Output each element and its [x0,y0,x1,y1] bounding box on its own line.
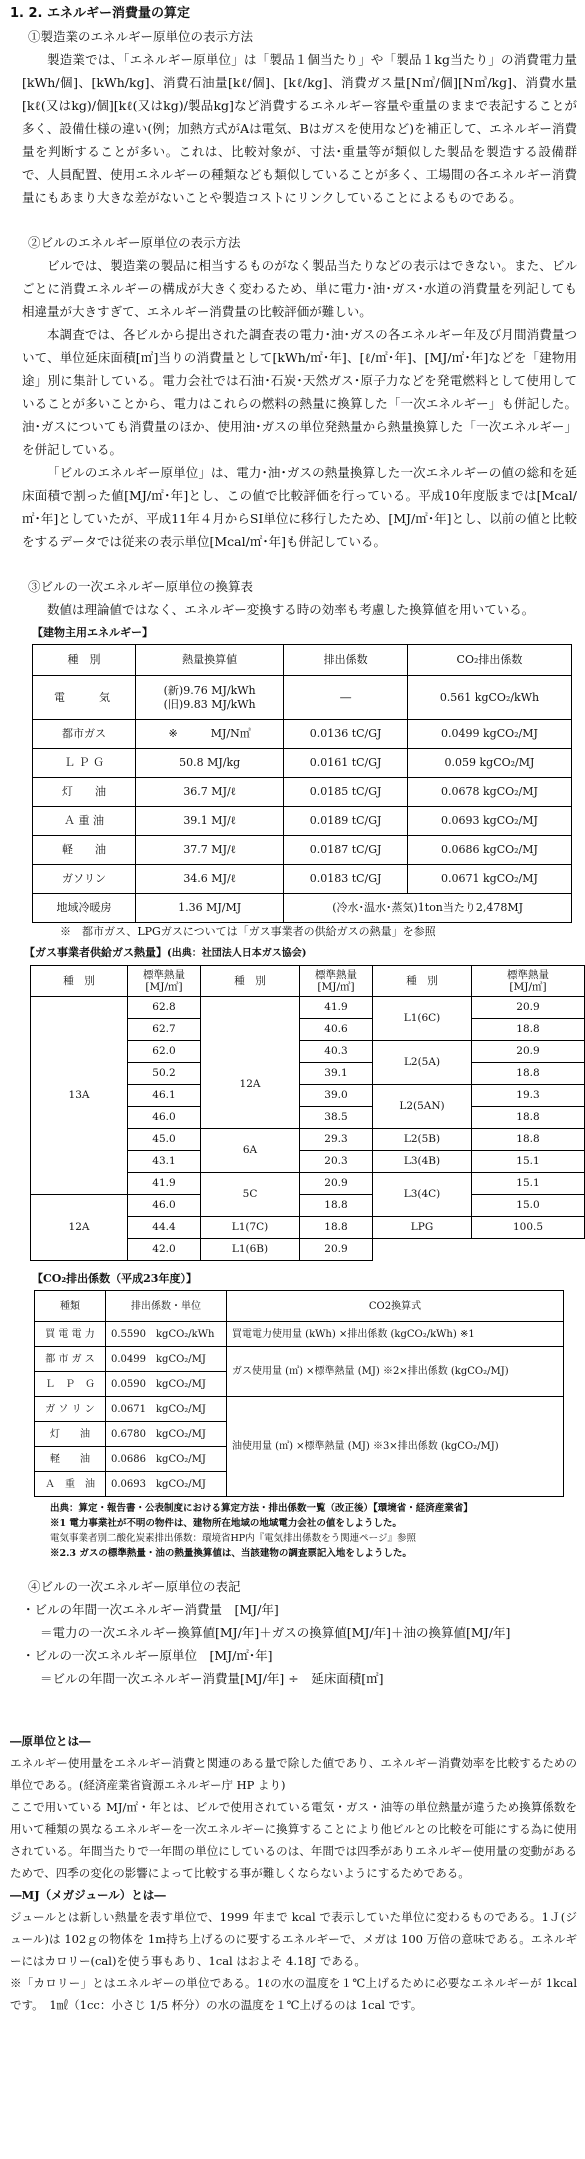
gas-value: 20.9 [300,1173,373,1195]
gas-th: 標準熱量 [MJ/㎥] [300,966,373,997]
energy-cell: 0.0678 kgCO₂/MJ [407,778,571,807]
energy-cell: 0.0693 kgCO₂/MJ [407,807,571,836]
co2-formula: ガス使用量 (㎥) ×標準熱量 (MJ) ※2×排出係数 (kgCO₂/MJ) [227,1347,564,1397]
gas-value: 15.1 [472,1151,585,1173]
gas-value: 20.9 [472,997,585,1019]
def-heading: ―MJ（メガジュール）とは― [10,1888,166,1902]
gas-value: 62.7 [128,1019,201,1041]
gas-kind: 5C [201,1173,300,1217]
s4-line: ・ビルの一次エネルギー原単位 [MJ/㎡･年] [22,1648,273,1663]
energy-cell: 0.0686 kgCO₂/MJ [407,836,571,865]
co2-kind: Ｌ Ｐ Ｇ [35,1372,106,1397]
co2-note: 出典：算定・報告書・公表制度における算定方法・排出係数一覧（改正後）【環境省・経済産業省】 [50,1503,473,1514]
energy-th: CO₂排出係数 [407,645,571,676]
co2-factor: 0.6780 kgCO₂/MJ [106,1422,227,1447]
gas-value: 18.8 [472,1129,585,1151]
s4-heading: ④ビルの一次エネルギー原単位の表記 [28,1579,241,1594]
co2-title: 【CO₂排出係数（平成23年度）】 [32,1272,197,1285]
co2-kind: 灯 油 [35,1422,106,1447]
co2-factor: 0.0693 kgCO₂/MJ [106,1472,227,1497]
gas-value: 40.6 [300,1019,373,1041]
energy-cell: 0.0185 tC/GJ [284,778,408,807]
gas-kind: 12A [31,1195,128,1261]
energy-cell: 電 気 [33,676,136,720]
energy-cell: 50.8 MJ/kg [136,749,284,778]
def-body: ここで用いている MJ/㎡・年とは、ビルで使用されている電気・ガス・油等の単位熱量が違うため換算係数を用いて種類の異なるエネルギーを一次エネルギーに換算することにより他ビルとの比較を可能にする為に使用されている。年間当たりで一年間の単位にしているのは、年間では四季がありエネルギー使用量の変動があるためで、四季の変化の影響によって比較する事が難しくならないようにするためである。 [10,1800,577,1880]
co2-kind: 都 市 ガ ス [35,1347,106,1372]
energy-footnote: ※ 都市ガス、LPGガスについては「ガス事業者の供給ガスの熱量」を参照 [60,925,436,938]
gas-source: (出典：社団法人日本ガス協会) [167,948,307,959]
energy-cell: 地域冷暖房 [33,894,136,923]
gas-kind: LPG [373,1217,472,1239]
energy-cell: 0.0183 tC/GJ [284,865,408,894]
energy-cell: 37.7 MJ/ℓ [136,836,284,865]
energy-cell: 0.059 kgCO₂/MJ [407,749,571,778]
gas-kind: L2(5A) [373,1041,472,1085]
gas-value: 20.9 [472,1041,585,1063]
co2-th: 排出係数・単位 [106,1291,227,1322]
s2-p1: ビルでは、製造業の製品に相当するものがなく製品当たりなどの表示はできない。また、ビルごとに消費エネルギーの構成が大きく変わるため、単に電力･油･ガス･水道の消費量を列記しても相違量が大きすぎて、エネルギー消費量の比較評価が難しい。 [22,258,577,319]
gas-kind: L3(4B) [373,1151,472,1173]
co2-kind: 買 電 電 力 [35,1322,106,1347]
energy-cell: 1.36 MJ/MJ [136,894,284,923]
gas-value: 50.2 [128,1063,201,1085]
gas-value: 40.3 [300,1041,373,1063]
gas-value: 18.8 [300,1217,373,1239]
s4-line: ＝電力の一次エネルギー換算値[MJ/年]＋ガスの換算値[MJ/年]＋油の換算値[MJ/年] [40,1625,511,1640]
s2-p3: 「ビルのエネルギー原単位」は、電力･油･ガスの熱量換算した一次エネルギーの値の総和を延床面積で割った値[MJ/㎡･年]とし、この値で比較評価を行っている。平成10年度版までは[Mcal/㎡･年]としていたが、平成11年４月からSI単位に移行したため、[MJ/㎡･年]とし、以前の値と比較をするデータでは従来の表示単位[Mcal/㎡･年]も併記している。 [22,465,577,549]
energy-cell: 0.0136 tC/GJ [284,720,408,749]
co2-factor: 0.5590 kgCO₂/kWh [106,1322,227,1347]
gas-value: 39.1 [300,1063,373,1085]
gas-value: 15.0 [472,1195,585,1217]
energy-cell: ― [284,676,408,720]
s2-heading: ②ビルのエネルギー原単位の表示方法 [28,235,241,250]
gas-title-row [24,941,577,965]
def-heading: ―原単位とは― [10,1734,91,1748]
s4-line: ・ビルの年間一次エネルギー消費量 [MJ/年] [22,1602,279,1617]
energy-cell: 灯 油 [33,778,136,807]
s3-heading: ③ビルの一次エネルギー原単位の換算表 [28,579,254,594]
gas-kind: L1(7C) [201,1217,300,1239]
gas-value: 18.8 [472,1107,585,1129]
co2-formula: 油使用量 (㎥) ×標準熱量 (MJ) ※3×排出係数 (kgCO₂/MJ) [227,1397,564,1497]
gas-kind: 12A [201,1041,300,1129]
energy-th: 種 別 [33,645,136,676]
gas-kind: L1(6C) [373,997,472,1041]
gas-value: 38.5 [300,1107,373,1129]
section-title: 1. 2. エネルギー消費量の算定 [10,6,191,21]
energy-cell: 0.561 kgCO₂/kWh [407,676,571,720]
gas-value: 20.3 [300,1151,373,1173]
gas-kind: L3(4C) [373,1173,472,1217]
s4-line: ＝ビルの年間一次エネルギー消費量[MJ/年] ÷ 延床面積[㎡] [40,1671,384,1686]
gas-th: 標準熱量 [MJ/㎥] [128,966,201,997]
co2-note: ※2.3 ガスの標準熱量・油の熱量換算値は、当該建物の調査票記入地をしようした。 [50,1548,412,1559]
gas-value: 62.8 [128,997,201,1019]
gas-kind: L2(5AN) [373,1085,472,1129]
s1-body: 製造業では、「エネルギー原単位」は「製品１個当たり」や「製品１kg当たり」の消費電力量[kWh/個]、[kWh/kg]、消費石油量[kℓ/個]、[kℓ/kg]、消費ガス量[N㎥/個][N㎥/kg]、消費水量[kℓ(又はkg)/個][kℓ(又はkg)/製品kg]など消費するエネルギー容量や重量のままで表記することが多く、設備仕様の違い(例；加熱方式がAは電気、Bはガスを使用など)を補正して、エネルギー消費量を判断することが多い。これは、比較対象が、寸法･重量等が類似した製品を製造する設備群で、人員配置、使用エネルギーの種類なども類似していることが多く、工場間の各エネルギー消費量にもあまり大きな差がないことや製造コストにリンクしていることによるものである。 [22,52,577,205]
gas-value: 46.0 [128,1195,201,1217]
gas-th: 種 別 [31,966,128,997]
s2-p2: 本調査では、各ビルから提出された調査表の電力･油･ガスの各エネルギー年及び月間消費量ついて、単位延床面積[㎡]当りの消費量として[kWh/㎡･年]、[ℓ/㎡･年]、[MJ/㎡･年]などを「建物用途」別に集計している。電力会社では石油･石炭･天然ガス･原子力などを発電燃料として使用していることが多いことから、電力はこれらの燃料の熱量に換算した「一次エネルギー」も併記した。油･ガスについても消費量のほか、使用油･ガスの単位発熱量から熱量換算した「一次エネルギー」を併記している。 [22,327,577,457]
energy-cell: ※ MJ/N㎥ [136,720,284,749]
co2-note: ※1 電力事業社が不明の物件は、建物所在地域の地域電力会社の値をしようした。 [50,1518,402,1529]
co2-th: 種類 [35,1291,106,1322]
gas-value: 18.8 [300,1195,373,1217]
gas-value: 19.3 [472,1085,585,1107]
co2-factor: 0.0671 kgCO₂/MJ [106,1397,227,1422]
gas-value: 15.1 [472,1173,585,1195]
energy-cell: Ｌ Ｐ Ｇ [33,749,136,778]
co2-th: CO2換算式 [227,1291,564,1322]
gas-value: 44.4 [128,1217,201,1239]
co2-formula: 買電電力使用量 (kWh) ×排出係数 (kgCO₂/kWh) ※1 [227,1322,564,1347]
energy-cell: 0.0671 kgCO₂/MJ [407,865,571,894]
energy-cell: 0.0499 kgCO₂/MJ [407,720,571,749]
energy-cell: 34.6 MJ/ℓ [136,865,284,894]
def-body: エネルギー使用量をエネルギー消費と関連のある量で除した値であり、エネルギー消費効率を比較するための単位である。(経済産業省資源エネルギー庁 HP より) [10,1756,577,1792]
gas-value: 43.1 [128,1151,201,1173]
energy-cell: 39.1 MJ/ℓ [136,807,284,836]
energy-cell: 都市ガス [33,720,136,749]
gas-th: 種 別 [201,966,300,997]
energy-cell: (冷水･温水･蒸気)1ton当たり2,478MJ [284,894,572,923]
gas-value: 29.3 [300,1129,373,1151]
gas-kind: 6A [201,1129,300,1173]
energy-cell: 0.0189 tC/GJ [284,807,408,836]
energy-cell: 軽 油 [33,836,136,865]
energy-cell: (新)9.76 MJ/kWh (旧)9.83 MJ/kWh [136,676,284,720]
gas-value: 46.0 [128,1107,201,1129]
gas-table [30,965,585,1261]
gas-value: 46.1 [128,1085,201,1107]
gas-value: 41.9 [300,997,373,1019]
gas-value: 18.8 [472,1063,585,1085]
gas-value: 100.5 [472,1217,585,1239]
co2-kind: ガ ソ リ ン [35,1397,106,1422]
energy-cell: ガソリン [33,865,136,894]
gas-value: 39.0 [300,1085,373,1107]
s1-heading: ①製造業のエネルギー原単位の表示方法 [28,29,254,44]
def-body: ジュールとは新しい熱量を表す単位で、1999 年まで kcal で表示していた単位に変わるものである。1Ｊ(ジュール)は 102ｇの物体を 1m持ち上げるのに要するエネルギーで、メガは 100 万倍の意味である。エネルギーにはカロリー(cal)を使う事もあり、1cal はおよそ 4.18J である。 [10,1910,577,1968]
co2-table [34,1290,564,1497]
gas-th: 標準熱量 [MJ/㎥] [472,966,585,997]
energy-cell: 36.7 MJ/ℓ [136,778,284,807]
energy-th: 熱量換算値 [136,645,284,676]
co2-factor: 0.0499 kgCO₂/MJ [106,1347,227,1372]
energy-cell: 0.0187 tC/GJ [284,836,408,865]
energy-table [32,644,572,923]
def-body: ※「カロリー」とはエネルギーの単位である。1ℓの水の温度を１℃上げるために必要なエネルギーが 1kcal です。 1㎖（1cc：小さじ 1/5 杯分）の水の温度を１℃上げるのは 1cal です。 [10,1976,577,2012]
energy-cell: 0.0161 tC/GJ [284,749,408,778]
gas-kind: L2(5B) [373,1129,472,1151]
gas-value: 18.8 [472,1019,585,1041]
gas-title: 【ガス事業者供給ガス熱量】 [24,946,167,959]
energy-cell: Ａ 重 油 [33,807,136,836]
s3-body: 数値は理論値ではなく、エネルギー変換する時の効率も考慮した換算値を用いている。 [47,602,535,617]
gas-value: 62.0 [128,1041,201,1063]
energy-th: 排出係数 [284,645,408,676]
co2-factor: 0.0686 kgCO₂/MJ [106,1447,227,1472]
gas-value: 42.0 [128,1239,201,1261]
energy-table-title: 【建物主用エネルギー】 [32,626,153,639]
co2-kind: 軽 油 [35,1447,106,1472]
gas-value: 41.9 [128,1173,201,1195]
co2-factor: 0.0590 kgCO₂/MJ [106,1372,227,1397]
gas-value: 20.9 [300,1239,373,1261]
gas-kind: L1(6B) [201,1239,300,1261]
co2-note: 電気事業者別二酸化炭素排出係数：環境省HP内『電気排出係数をう関連ページ』参照 [50,1533,416,1544]
gas-value: 45.0 [128,1129,201,1151]
gas-th: 種 別 [373,966,472,997]
gas-kind: 13A [31,997,128,1195]
co2-kind: Ａ 重 油 [35,1472,106,1497]
